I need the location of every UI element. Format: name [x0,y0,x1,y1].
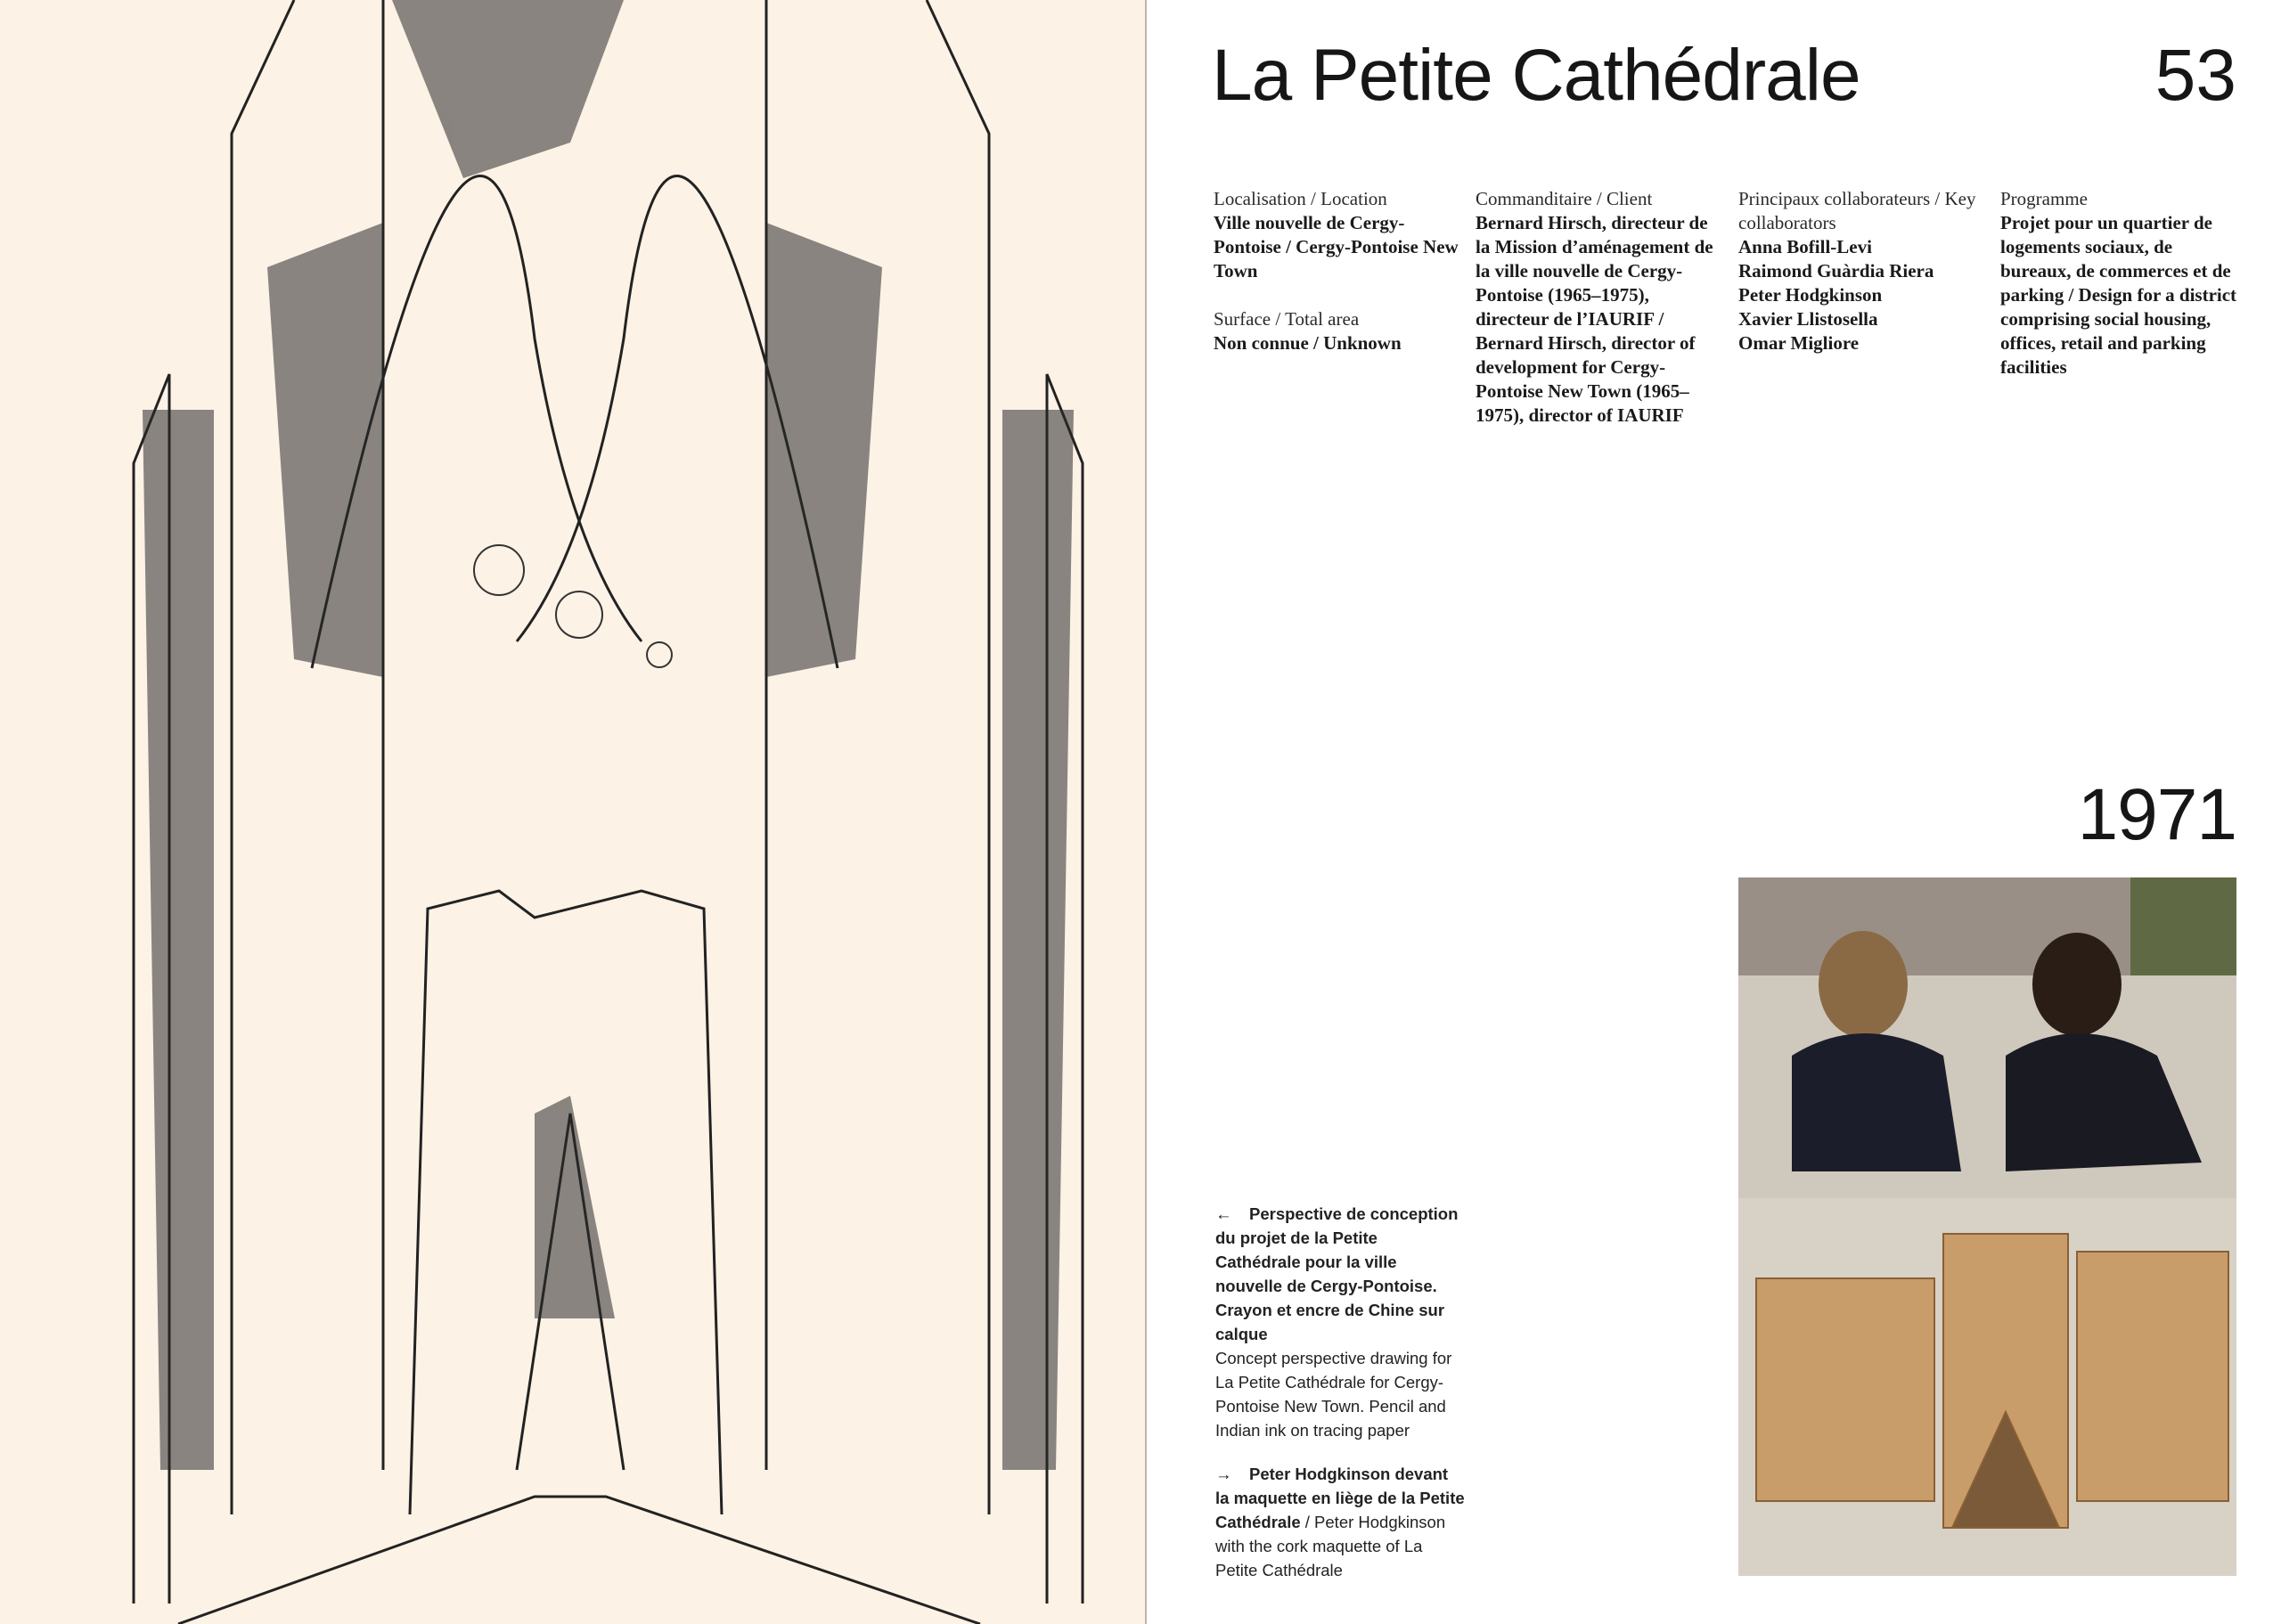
info-column-location [1214,187,1463,355]
arrow-left-icon: ← [1215,1204,1232,1223]
maquette-photo [1738,877,2236,1576]
arrow-right-icon: → [1215,1465,1232,1483]
info-column-client [1476,187,1725,428]
surface-value: Non connue / Unknown [1214,332,1402,354]
page-title: La Petite Cathédrale [1212,35,1860,116]
caption-photo-en: / Peter Hodgkinson with the cork maquette of La Petite Cathédrale [1215,1513,1446,1579]
collaborators-label: Principaux collaborateurs / Key collaborators [1738,188,1976,233]
client-value: Bernard Hirsch, directeur de la Mission d’aménagement de la ville nouvelle de Cergy-Pontoise (1965–1975), directeur de l’IAURIF / Bernard Hirsch, director of development for Cergy-Pontoise New Town (1965–1975), director of IAURIF [1476,212,1713,426]
location-value: Ville nouvelle de Cergy-Pontoise / Cergy-Pontoise New Town [1214,212,1459,282]
page-number: 53 [2154,35,2236,116]
caption-drawing [1215,1202,1465,1442]
caption-drawing-en: Concept perspective drawing for La Petite Cathédrale for Cergy-Pontoise New Town. Pencil and Indian ink on tracing paper [1215,1349,1452,1440]
info-column-collaborators [1738,187,1979,355]
caption-photo [1215,1462,1465,1582]
location-label: Localisation / Location [1214,188,1387,209]
caption-photo-fr: Peter Hodgkinson devant la maquette en liège de la Petite Cathédrale [1215,1465,1465,1531]
programme-value: Projet pour un quartier de logements sociaux, de bureaux, de commerces et de parking / Design for a district comprising social housing, offices, retail and parking facilities [2000,212,2237,378]
info-column-programme [2000,187,2245,379]
surface-label: Surface / Total area [1214,308,1360,330]
programme-label: Programme [2000,188,2088,209]
caption-drawing-fr: Perspective de conception du projet de la Petite Cathédrale pour la ville nouvelle de Cergy-Pontoise. Crayon et encre de Chine sur calque [1215,1204,1459,1343]
photo-image [1738,877,2236,1576]
project-year: 1971 [2077,774,2236,855]
collaborators-value: Anna Bofill-Levi Raimond Guàrdia Riera Peter Hodgkinson Xavier Llistosella Omar Migliore [1738,236,1934,354]
client-label: Commanditaire / Client [1476,188,1653,209]
